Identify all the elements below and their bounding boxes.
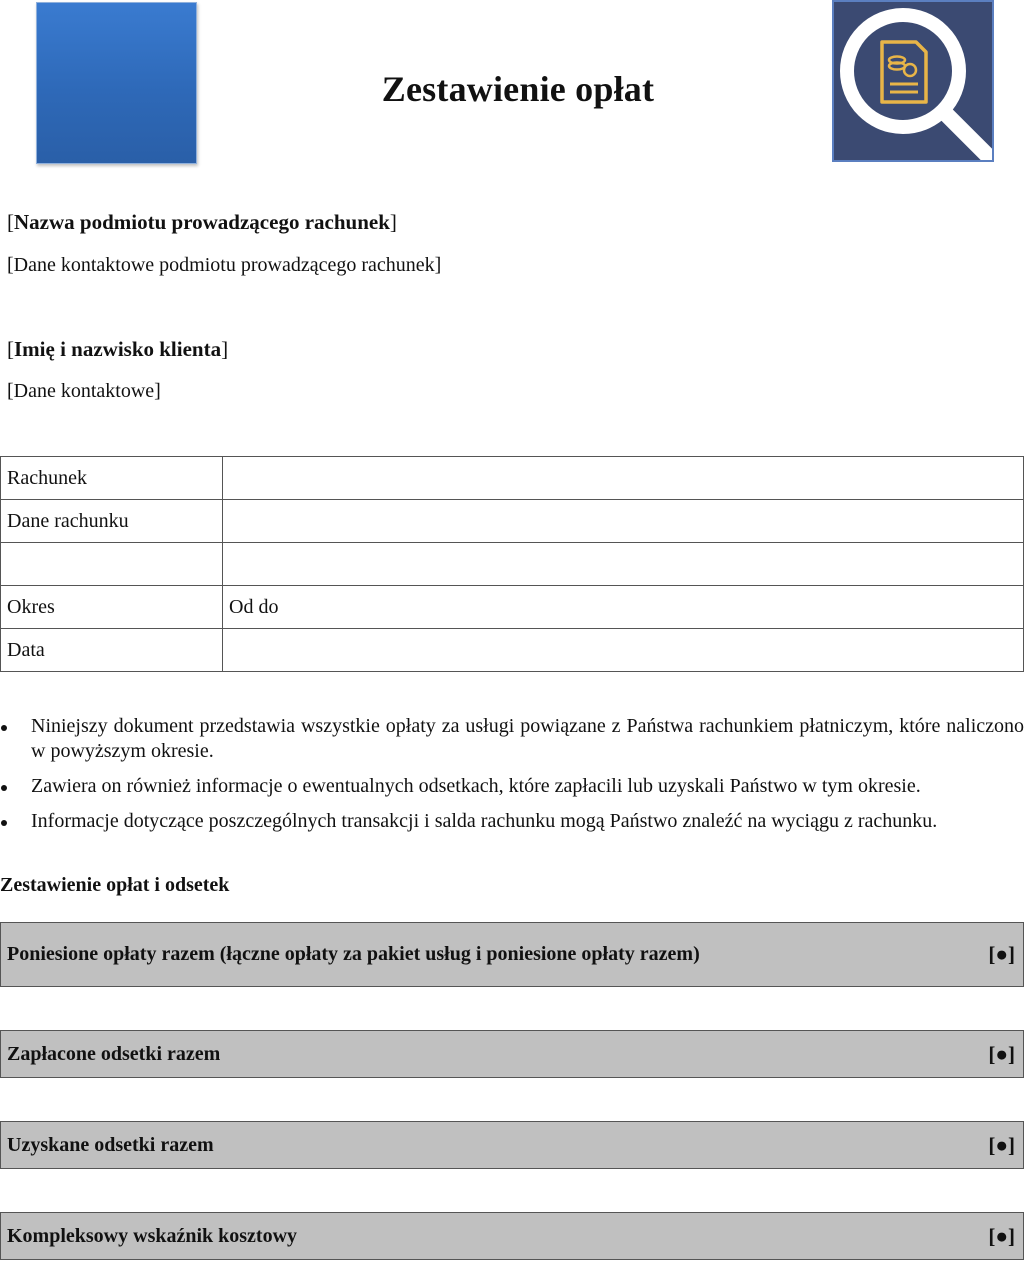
list-item: Informacje dotyczące poszczególnych transakcji i salda rachunku mogą Państwo znaleźć na wyciągu z rachunku. [0, 809, 1024, 834]
summary-value: [●] [988, 942, 1015, 966]
table-row [1, 586, 1024, 629]
table-cell-value [223, 457, 1024, 500]
table-row [1, 500, 1024, 543]
summary-value: [●] [988, 1132, 1015, 1157]
table-cell-label: Rachunek [1, 457, 223, 500]
summary-label: Zapłacone odsetki razem [7, 1042, 221, 1065]
page-title: Zestawienie opłat [381, 69, 655, 109]
account-info-table [0, 456, 1024, 672]
table-cell-value [223, 543, 1024, 586]
list-item: Niniejszy dokument przedstawia wszystkie opłaty za usługi powiązane z Państwa rachunkiem płatniczym, które naliczono w powyższym okresie. [0, 714, 1024, 764]
table-row [1, 543, 1024, 586]
summary-row-total-fees [0, 922, 1024, 987]
provider-contact: [Dane kontaktowe podmiotu prowadzącego rachunek] [7, 254, 442, 276]
table-cell-label: Dane rachunku [1, 500, 223, 543]
summary-row-cost-indicator [0, 1212, 1024, 1260]
notes-list [0, 714, 1024, 844]
provider-name-text: Nazwa podmiotu prowadzącego rachunek [14, 210, 390, 234]
table-cell-label: Okres [1, 586, 223, 629]
summary-row-received-interest [0, 1121, 1024, 1169]
table-row [1, 629, 1024, 672]
table-cell-label [1, 543, 223, 586]
summary-value: [●] [988, 1223, 1015, 1248]
document-magnifier-icon [832, 0, 994, 162]
client-contact: [Dane kontaktowe] [7, 380, 161, 402]
client-name-text: Imię i nazwisko klienta [14, 337, 222, 361]
list-item: Zawiera on również informacje o ewentualnych odsetkach, które zapłacili lub uzyskali Państwo w tym okresie. [0, 774, 1024, 799]
table-cell-label: Data [1, 629, 223, 672]
summary-label: Uzyskane odsetki razem [7, 1133, 214, 1156]
table-row [1, 457, 1024, 500]
summary-label: Kompleksowy wskaźnik kosztowy [7, 1224, 298, 1247]
summary-label: Poniesione opłaty razem (łączne opłaty za pakiet usług i poniesione opłaty razem) [7, 943, 700, 965]
provider-name: [Nazwa podmiotu prowadzącego rachunek] [7, 210, 397, 234]
summary-heading: Zestawienie opłat i odsetek [0, 874, 230, 896]
table-cell-value [223, 500, 1024, 543]
summary-row-paid-interest [0, 1030, 1024, 1078]
table-cell-value: Od do [223, 586, 1024, 629]
summary-value: [●] [988, 1041, 1015, 1066]
client-name: [Imię i nazwisko klienta] [7, 337, 229, 361]
table-cell-value [223, 629, 1024, 672]
